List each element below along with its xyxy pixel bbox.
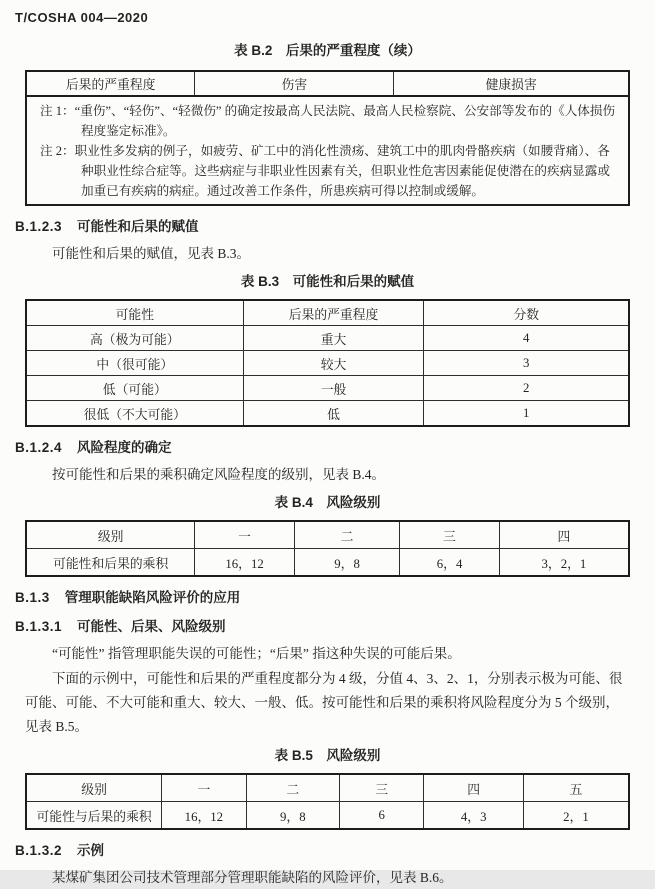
cell-score: 3 xyxy=(424,351,629,376)
table-b2-header-severity: 后果的严重程度 xyxy=(26,71,195,96)
cell-product: 4，3 xyxy=(424,802,523,830)
table-b5-header-level: 级别 xyxy=(26,774,162,802)
table-b4 xyxy=(25,520,630,577)
cell-possibility: 高（极为可能） xyxy=(26,326,243,351)
table-b3-header-row xyxy=(26,300,629,326)
cell-possibility: 很低（不大可能） xyxy=(26,401,243,427)
heading-b131-title: 可能性、后果、风险级别 xyxy=(77,619,226,634)
heading-b124-number: B.1.2.4 xyxy=(15,440,63,455)
table-b5-row-label: 可能性与后果的乘积 xyxy=(26,802,162,830)
para-b124: 按可能性和后果的乘积确定风险程度的级别，见表 B.4。 xyxy=(52,467,386,482)
heading-b13-number: B.1.3 xyxy=(15,590,50,605)
note1-label: 注 1： xyxy=(40,104,75,118)
table-row xyxy=(26,401,629,427)
heading-b132-number: B.1.3.2 xyxy=(15,843,63,858)
table-row xyxy=(26,376,629,401)
table-b4-header-3: 三 xyxy=(400,521,499,549)
table-b3-header-score: 分数 xyxy=(424,300,629,326)
table-b2-notes-cell xyxy=(26,96,629,205)
cell-product: 3，2，1 xyxy=(499,549,629,577)
table-b5-title: 表 B.5 风险级别 xyxy=(274,748,381,763)
heading-b13-title: 管理职能缺陷风险评价的应用 xyxy=(64,590,241,605)
cell-score: 4 xyxy=(424,326,629,351)
heading-b132-title: 示例 xyxy=(77,843,105,858)
heading-b124 xyxy=(15,439,630,456)
table-b4-header-4: 四 xyxy=(499,521,629,549)
table-b2-notes-row xyxy=(26,96,629,205)
table-b3 xyxy=(25,299,630,427)
cell-severity: 重大 xyxy=(243,326,424,351)
table-b4-header-2: 二 xyxy=(294,521,400,549)
table-b4-header-1: 一 xyxy=(195,521,294,549)
doc-number: T/COSHA 004—2020 xyxy=(15,10,149,25)
table-b3-header-severity: 后果的严重程度 xyxy=(243,300,424,326)
table-row xyxy=(26,326,629,351)
cell-product: 16，12 xyxy=(162,802,246,830)
table-row xyxy=(26,549,629,577)
table-b4-title: 表 B.4 风险级别 xyxy=(274,495,381,510)
cell-product: 9，8 xyxy=(246,802,339,830)
table-b4-header-level: 级别 xyxy=(26,521,195,549)
table-b2-note-1 xyxy=(40,101,618,141)
cell-score: 2 xyxy=(424,376,629,401)
cell-possibility: 低（可能） xyxy=(26,376,243,401)
cell-severity: 较大 xyxy=(243,351,424,376)
heading-b123 xyxy=(15,218,630,235)
table-b2-title: 表 B.2 后果的严重程度（续） xyxy=(234,43,421,58)
note1-text: “重伤”、“轻伤”、“轻微伤” 的确定按最高人民法院、最高人民检察院、公安部等发布的《人体损伤程度鉴定标准》。 xyxy=(74,104,616,138)
para-b131-1: “可能性” 指管理职能失误的可能性；“后果” 指这种失误的可能后果。 xyxy=(52,646,461,661)
table-b5-header-3: 三 xyxy=(340,774,424,802)
heading-b123-number: B.1.2.3 xyxy=(15,219,63,234)
table-b2-header-health: 健康损害 xyxy=(394,71,629,96)
table-b2-header-row xyxy=(26,71,629,96)
heading-b131 xyxy=(15,618,630,635)
table-b5-header-1: 一 xyxy=(162,774,246,802)
table-b3-header-possibility: 可能性 xyxy=(26,300,243,326)
note2-label: 注 2： xyxy=(40,144,75,158)
cell-product: 16，12 xyxy=(195,549,294,577)
cell-severity: 一般 xyxy=(243,376,424,401)
table-b5-header-2: 二 xyxy=(246,774,339,802)
cell-severity: 低 xyxy=(243,401,424,427)
cell-product: 2，1 xyxy=(523,802,629,830)
cell-product: 9，8 xyxy=(294,549,400,577)
cell-score: 1 xyxy=(424,401,629,427)
table-row xyxy=(26,802,629,830)
para-b123: 可能性和后果的赋值，见表 B.3。 xyxy=(52,246,251,261)
table-b4-header-row xyxy=(26,521,629,549)
table-b2-note-2 xyxy=(40,141,618,201)
cell-product: 6，4 xyxy=(400,549,499,577)
table-b4-row-label: 可能性和后果的乘积 xyxy=(26,549,195,577)
heading-b123-title: 可能性和后果的赋值 xyxy=(77,219,199,234)
table-row xyxy=(26,351,629,376)
table-b5-header-row xyxy=(26,774,629,802)
note2-text: 职业性多发病的例子，如疲劳、矿工中的消化性溃疡、建筑工中的肌肉骨骼疾病（如腰背痛）、各种职业性综合症等。这些病症与非职业性因素有关，但职业性危害因素能促使潜在的疾病显露或加重已有疾病的病症。通过改善工作条件，所患疾病可得以控制或缓解。 xyxy=(74,144,610,198)
table-b2 xyxy=(25,70,630,206)
para-b131-2: 下面的示例中，可能性和后果的严重程度都分为 4 级，分值 4、3、2、1，分别表示极为可能、很可能、可能、不大可能和重大、较大、一般、低。按可能性和后果的乘积将风险程度分为 5 个级别，见表 B.5。 xyxy=(25,671,623,734)
heading-b124-title: 风险程度的确定 xyxy=(77,440,172,455)
para-b132: 某煤矿集团公司技术管理部分管理职能缺陷的风险评价，见表 B.6。 xyxy=(52,870,453,885)
heading-b132 xyxy=(15,842,630,859)
table-b5-header-5: 五 xyxy=(523,774,629,802)
table-b3-title: 表 B.3 可能性和后果的赋值 xyxy=(240,274,415,289)
heading-b13 xyxy=(15,589,630,606)
table-b2-header-injury: 伤害 xyxy=(195,71,394,96)
table-b5-header-4: 四 xyxy=(424,774,523,802)
heading-b131-number: B.1.3.1 xyxy=(15,619,63,634)
cell-possibility: 中（很可能） xyxy=(26,351,243,376)
cell-product: 6 xyxy=(340,802,424,830)
table-b5 xyxy=(25,773,630,830)
